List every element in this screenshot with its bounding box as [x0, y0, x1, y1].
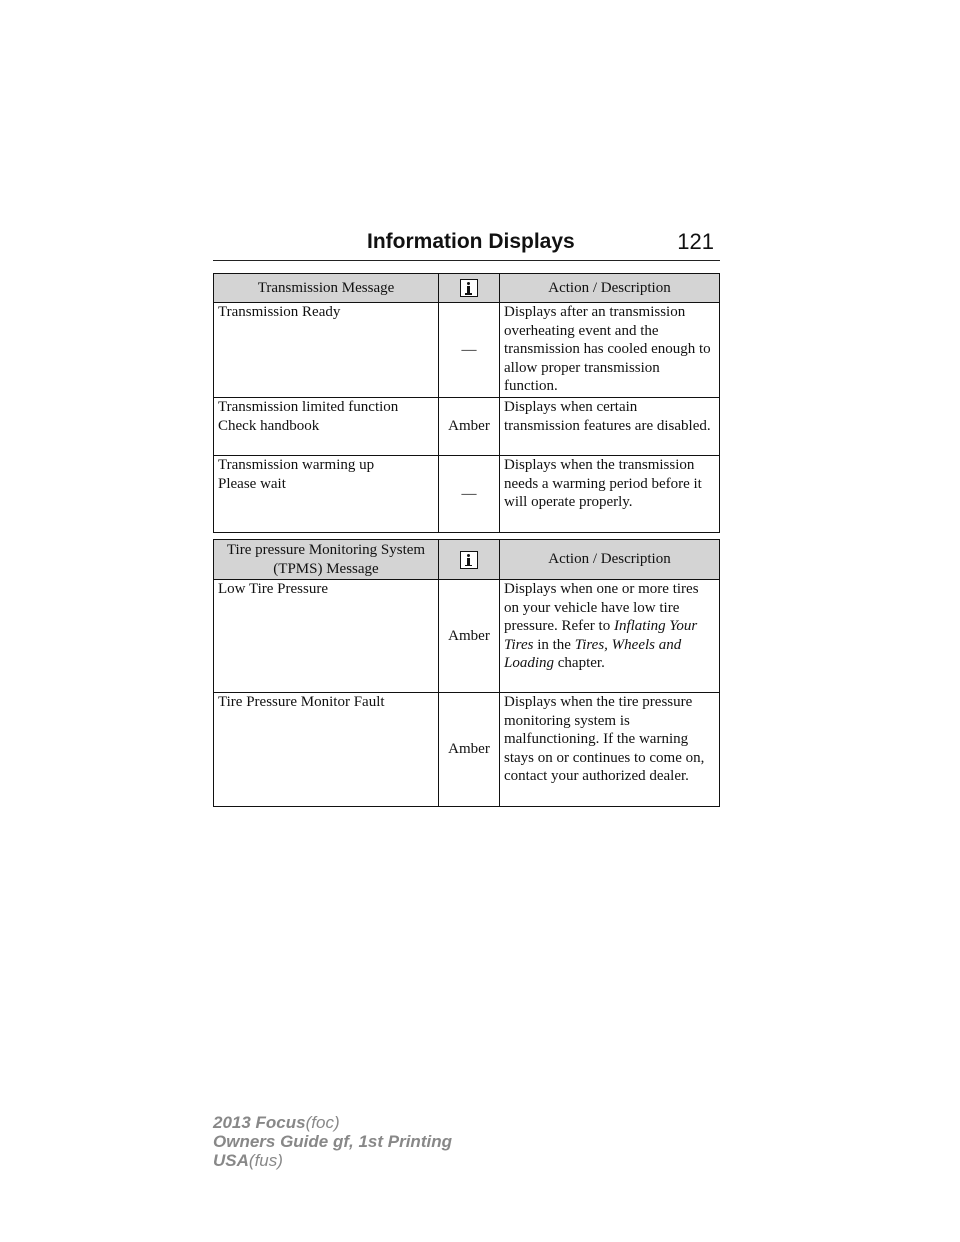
transmission-message-table [213, 273, 720, 533]
indicator-cell: — [439, 456, 500, 533]
column-header-message: Transmission Message [214, 274, 439, 303]
action-text: in the [533, 636, 575, 653]
indicator-cell: Amber [439, 398, 500, 456]
action-cell [500, 580, 720, 693]
footer-market: USA [213, 1151, 249, 1170]
info-icon [460, 551, 478, 569]
table-header-row [214, 540, 720, 580]
message-cell [214, 398, 439, 456]
indicator-cell: — [439, 303, 500, 398]
message-text: Please wait [218, 475, 286, 492]
message-text: Transmission Ready [218, 304, 341, 320]
column-header-action: Action / Description [500, 274, 720, 303]
message-text: Transmission warming up [218, 457, 375, 473]
cross-reference: Inflating Your Tires [504, 618, 698, 653]
footer-code: (foc) [305, 1113, 340, 1132]
footer-model: 2013 Focus [213, 1113, 306, 1132]
footer-line-2 [213, 1132, 452, 1151]
action-cell: Displays after an transmission overheating event and the transmission has cooled enough to allow proper transmission function. [500, 303, 720, 398]
column-header-indicator [439, 274, 500, 303]
table-row [214, 580, 720, 693]
footer-line-1 [213, 1113, 452, 1132]
message-cell: Low Tire Pressure [214, 580, 439, 693]
footer-edition: Owners Guide gf, 1st Printing [213, 1132, 452, 1151]
action-text: chapter. [554, 655, 605, 671]
page-header [213, 228, 720, 261]
column-header-indicator [439, 540, 500, 580]
indicator-cell: Amber [439, 580, 500, 693]
message-cell [214, 303, 439, 398]
column-header-message: Tire pressure Monitoring System (TPMS) Message [214, 540, 439, 580]
action-text: Displays when one or more tires on your vehicle have low tire pressure. Refer to [504, 581, 699, 634]
table-row [214, 693, 720, 807]
page-title: Information Displays [367, 230, 575, 253]
print-footer [213, 1113, 452, 1170]
tpms-message-table [213, 539, 720, 807]
action-cell: Displays when certain transmission features are disabled. [500, 398, 720, 456]
action-cell: Displays when the tire pressure monitoring system is malfunctioning. If the warning stays on or continues to come on, contact your authorized dealer. [500, 693, 720, 807]
message-text: Transmission limited function [218, 399, 399, 415]
table-row [214, 456, 720, 533]
cross-reference: Tires, Wheels and Loading [504, 636, 682, 671]
message-cell: Tire Pressure Monitor Fault [214, 693, 439, 807]
info-icon [460, 279, 478, 297]
footer-market-code: (fus) [248, 1151, 283, 1170]
page-number: 121 [677, 229, 714, 254]
column-header-action: Action / Description [500, 540, 720, 580]
footer-line-3 [213, 1151, 452, 1170]
indicator-cell: Amber [439, 693, 500, 807]
message-cell [214, 456, 439, 533]
table-row [214, 398, 720, 456]
table-row [214, 303, 720, 398]
message-text: Check handbook [218, 417, 320, 434]
table-header-row [214, 274, 720, 303]
action-cell: Displays when the transmission needs a warming period before it will operate properly. [500, 456, 720, 533]
